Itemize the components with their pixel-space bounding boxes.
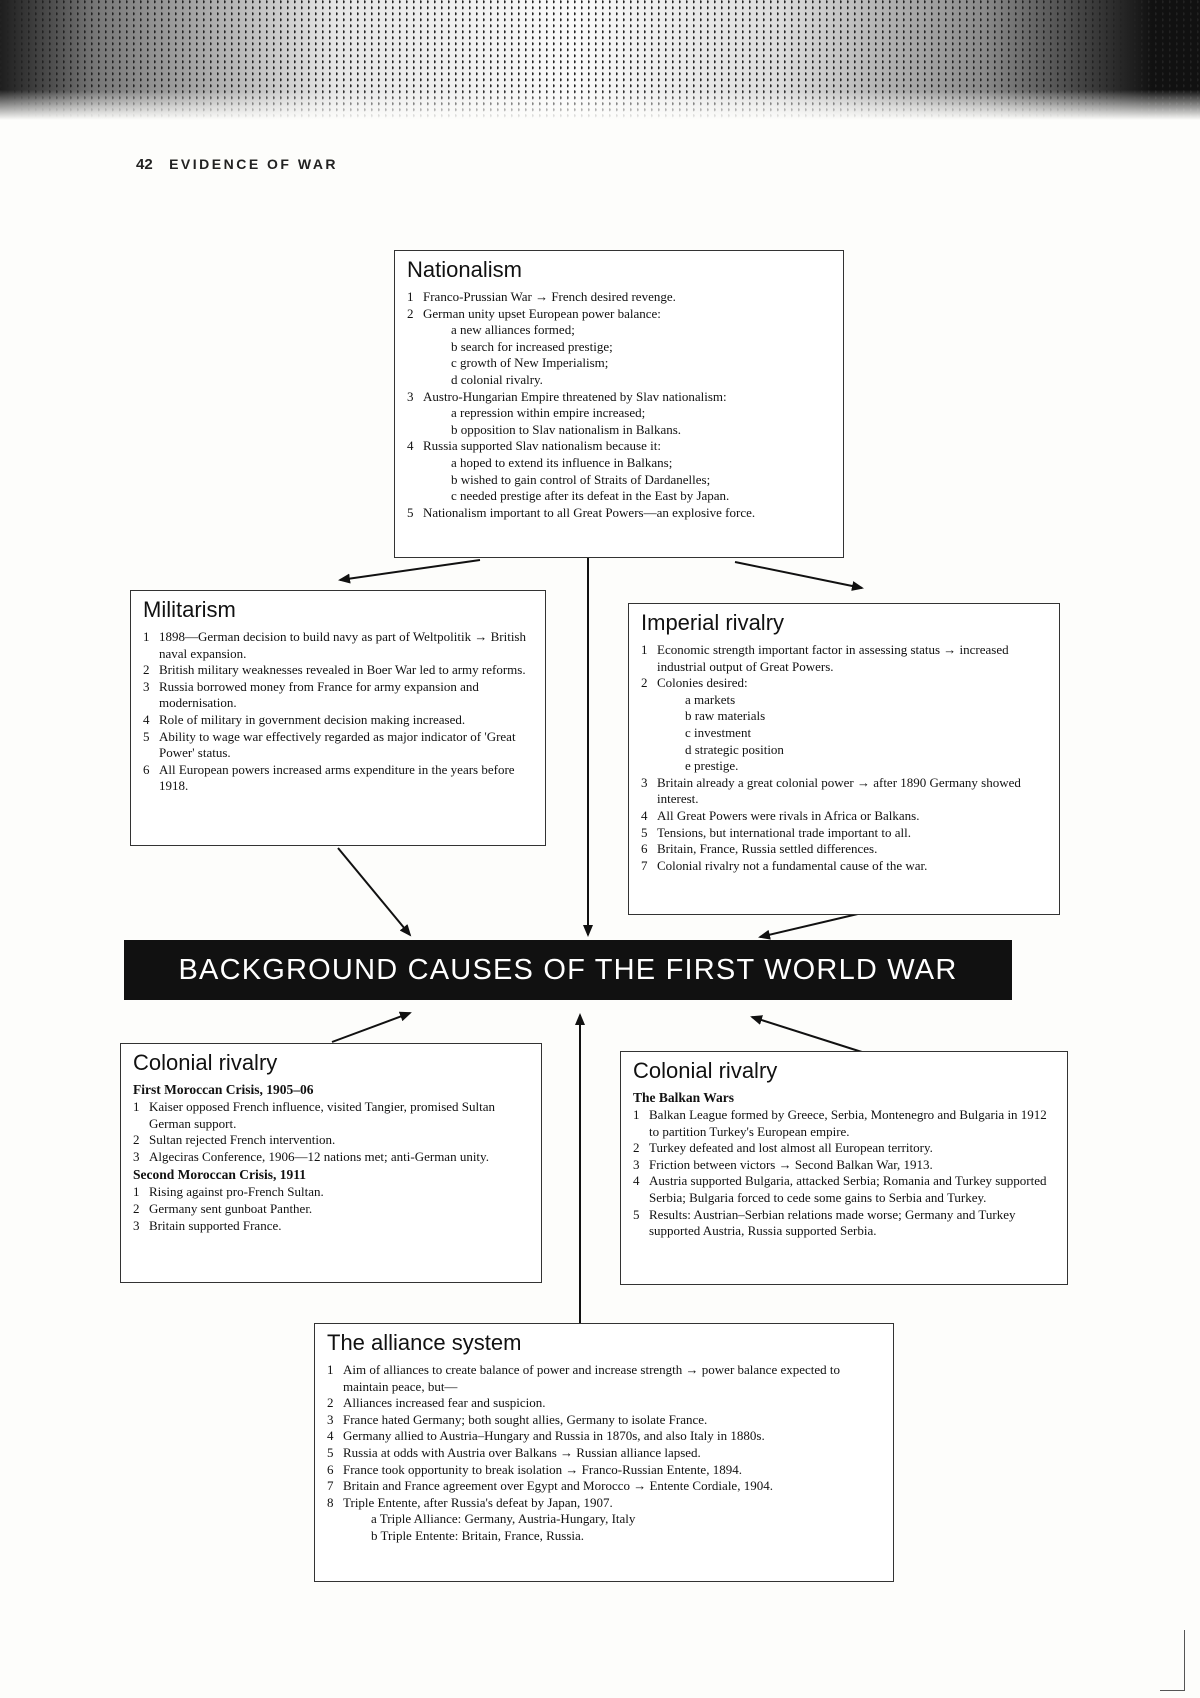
item-text: All Great Powers were rivals in Africa or Balkans. bbox=[657, 807, 920, 823]
list-item bbox=[327, 1412, 883, 1429]
nationalism-title: Nationalism bbox=[407, 257, 522, 282]
item-text: Kaiser opposed French influence, visited Tangier, promised Sultan German support. bbox=[149, 1099, 495, 1131]
item-number: 3 bbox=[143, 678, 150, 694]
section-list bbox=[633, 1107, 1057, 1240]
list-item bbox=[327, 1478, 883, 1495]
militarism-title: Militarism bbox=[143, 597, 236, 622]
sub-list bbox=[423, 405, 833, 438]
item-number: 6 bbox=[641, 841, 648, 857]
item-number: 5 bbox=[407, 504, 414, 520]
sub-list-item: a markets bbox=[685, 691, 736, 707]
arrow-colonial-right-to-banner bbox=[752, 1017, 865, 1053]
sub-list-item: a repression within empire increased; bbox=[451, 405, 646, 421]
list-item bbox=[327, 1428, 883, 1445]
list-item bbox=[407, 389, 833, 439]
item-number: 1 bbox=[641, 642, 648, 657]
item-text: Tensions, but international trade important to all. bbox=[657, 824, 911, 840]
item-text: Austria supported Bulgaria, attacked Serbia; Romania and Turkey supported Serbia; Bulgaria forced to cede some gains to Serbia and Turkey. bbox=[649, 1173, 1047, 1205]
sub-list-item: d colonial rivalry. bbox=[451, 371, 543, 387]
item-text: German unity upset European power balance: bbox=[423, 305, 661, 321]
sub-list-item: c needed prestige after its defeat in the East by Japan. bbox=[451, 488, 730, 504]
colonial-rivalry-balkans-title: Colonial rivalry bbox=[633, 1058, 778, 1083]
list-item bbox=[143, 762, 535, 795]
list-item bbox=[327, 1445, 883, 1462]
sub-list-item: c growth of New Imperialism; bbox=[451, 355, 609, 371]
item-number: 1 bbox=[633, 1107, 640, 1122]
list-item bbox=[133, 1132, 531, 1149]
sub-list-item: b opposition to Slav nationalism in Balkans. bbox=[451, 421, 682, 437]
item-number: 5 bbox=[641, 824, 648, 840]
nationalism-list bbox=[407, 289, 833, 521]
list-item bbox=[633, 1173, 1057, 1206]
item-number: 4 bbox=[407, 438, 414, 454]
section-heading: First Moroccan Crisis, 1905–06 bbox=[133, 1082, 314, 1097]
colonial-rivalry-balkans-box bbox=[620, 1051, 1068, 1285]
sub-list-item: a Triple Alliance: Germany, Austria-Hungary, Italy bbox=[371, 1511, 636, 1527]
list-item bbox=[633, 1140, 1057, 1157]
item-text: British military weaknesses revealed in Boer War led to army reforms. bbox=[159, 662, 526, 678]
list-item bbox=[143, 629, 535, 662]
item-text: Britain already a great colonial power → after 1890 Germany showed interest. bbox=[657, 774, 1021, 807]
section-heading: Second Moroccan Crisis, 1911 bbox=[133, 1167, 306, 1183]
item-number: 2 bbox=[633, 1140, 640, 1156]
arrow-imperial-to-banner bbox=[760, 913, 862, 937]
item-number: 4 bbox=[143, 711, 150, 727]
sub-list-item: b raw materials bbox=[685, 708, 766, 724]
list-item bbox=[133, 1201, 531, 1218]
list-item bbox=[641, 808, 1049, 825]
item-text: Britain, France, Russia settled differences. bbox=[657, 841, 878, 857]
item-number: 3 bbox=[633, 1156, 640, 1172]
list-item bbox=[133, 1149, 531, 1166]
item-text: Role of military in government decision making increased. bbox=[159, 711, 466, 727]
sub-list-item: d strategic position bbox=[685, 741, 784, 757]
list-item bbox=[641, 675, 1049, 775]
list-item bbox=[143, 712, 535, 729]
list-item bbox=[641, 858, 1049, 875]
item-number: 3 bbox=[133, 1217, 140, 1233]
item-text: Triple Entente, after Russia's defeat by Japan, 1907. bbox=[343, 1494, 613, 1510]
book-title: EVIDENCE OF WAR bbox=[169, 156, 339, 172]
item-number: 7 bbox=[327, 1478, 334, 1494]
item-text: Sultan rejected French intervention. bbox=[149, 1132, 336, 1148]
arrow-nationalism-to-imperial bbox=[735, 562, 862, 588]
list-item bbox=[143, 729, 535, 762]
item-text: Nationalism important to all Great Powers—an explosive force. bbox=[423, 504, 756, 520]
alliance-system-title: The alliance system bbox=[327, 1330, 522, 1355]
item-text: Ability to wage war effectively regarded as major indicator of 'Great Power' status. bbox=[159, 728, 516, 761]
nationalism-box bbox=[394, 250, 844, 558]
list-item bbox=[641, 775, 1049, 808]
item-text: Austro-Hungarian Empire threatened by Slav nationalism: bbox=[423, 388, 727, 404]
list-item bbox=[407, 306, 833, 389]
item-text: Germany allied to Austria–Hungary and Russia in 1870s, and also Italy in 1880s. bbox=[343, 1428, 765, 1444]
list-item bbox=[641, 841, 1049, 858]
sub-list-item: a new alliances formed; bbox=[451, 322, 575, 338]
section-list bbox=[133, 1099, 531, 1165]
page-corner-mark bbox=[1160, 1630, 1185, 1691]
item-text: France took opportunity to break isolation → Franco-Russian Entente, 1894. bbox=[343, 1461, 742, 1477]
item-text: Balkan League formed by Greece, Serbia, Montenegro and Bulgaria in 1912 to partition Turkey's European empire. bbox=[649, 1107, 1047, 1139]
colonial-rivalry-balkans-sections bbox=[633, 1090, 1057, 1240]
list-item bbox=[143, 662, 535, 679]
page-number: 42 bbox=[136, 156, 153, 173]
arrow-colonial-left-to-banner bbox=[332, 1013, 410, 1042]
list-item bbox=[133, 1099, 531, 1132]
item-number: 1 bbox=[407, 289, 414, 304]
item-number: 5 bbox=[633, 1206, 640, 1222]
item-text: Colonies desired: bbox=[657, 675, 748, 691]
item-number: 1 bbox=[133, 1099, 140, 1114]
list-item bbox=[133, 1218, 531, 1235]
item-text: Russia supported Slav nationalism because it: bbox=[423, 438, 661, 454]
list-item bbox=[641, 642, 1049, 675]
arrow-nationalism-to-militarism bbox=[340, 560, 480, 580]
colonial-rivalry-morocco-box bbox=[120, 1043, 542, 1283]
colonial-rivalry-morocco-sections bbox=[133, 1082, 531, 1234]
item-number: 5 bbox=[143, 728, 150, 744]
sub-list bbox=[343, 1511, 883, 1544]
list-item bbox=[327, 1395, 883, 1412]
sub-list bbox=[423, 455, 833, 505]
item-text: Britain supported France. bbox=[149, 1217, 282, 1233]
item-number: 1 bbox=[133, 1184, 140, 1200]
colonial-rivalry-morocco-title: Colonial rivalry bbox=[133, 1050, 278, 1075]
item-text: Russia borrowed money from France for army expansion and modernisation. bbox=[159, 678, 479, 711]
item-text: Franco-Prussian War → French desired revenge. bbox=[423, 289, 676, 304]
item-number: 3 bbox=[641, 774, 648, 790]
item-number: 3 bbox=[407, 388, 414, 404]
sub-list-item: b search for increased prestige; bbox=[451, 338, 613, 354]
item-text: Britain and France agreement over Egypt and Morocco → Entente Cordiale, 1904. bbox=[343, 1478, 773, 1494]
list-item bbox=[633, 1207, 1057, 1240]
item-text: Results: Austrian–Serbian relations made worse; Germany and Turkey supported Austria, Russia supported Serbia. bbox=[649, 1206, 1016, 1239]
list-item bbox=[327, 1362, 883, 1395]
sub-list-item: b wished to gain control of Straits of Dardanelles; bbox=[451, 471, 711, 487]
sub-list-item: e prestige. bbox=[685, 758, 739, 774]
list-item bbox=[633, 1107, 1057, 1140]
item-number: 1 bbox=[327, 1362, 334, 1377]
item-text: Economic strength important factor in assessing status → increased industrial output of Great Powers. bbox=[657, 642, 1009, 674]
item-text: Algeciras Conference, 1906—12 nations met; anti-German unity. bbox=[149, 1148, 489, 1164]
item-number: 5 bbox=[327, 1444, 334, 1460]
alliance-system-box bbox=[314, 1323, 894, 1582]
list-item bbox=[407, 438, 833, 504]
section-list bbox=[133, 1184, 531, 1234]
item-number: 3 bbox=[133, 1148, 140, 1164]
imperial-rivalry-box bbox=[628, 603, 1060, 915]
imperial-rivalry-list bbox=[641, 642, 1049, 874]
sub-list-item: a hoped to extend its influence in Balkans; bbox=[451, 454, 673, 470]
item-number: 2 bbox=[143, 662, 150, 678]
list-item bbox=[133, 1184, 531, 1201]
item-text: 1898—German decision to build navy as part of Weltpolitik → British naval expansion. bbox=[159, 629, 526, 661]
list-item bbox=[327, 1495, 883, 1545]
item-number: 2 bbox=[641, 675, 648, 691]
diagram-title-banner: BACKGROUND CAUSES OF THE FIRST WORLD WAR bbox=[124, 940, 1012, 1000]
section-heading: The Balkan Wars bbox=[633, 1090, 735, 1105]
item-number: 2 bbox=[407, 305, 414, 321]
item-text: All European powers increased arms expenditure in the years before 1918. bbox=[159, 761, 515, 794]
item-text: Alliances increased fear and suspicion. bbox=[343, 1395, 546, 1411]
alliance-system-list bbox=[327, 1362, 883, 1545]
item-text: Turkey defeated and lost almost all European territory. bbox=[649, 1140, 933, 1156]
list-item bbox=[407, 289, 833, 306]
list-item bbox=[633, 1157, 1057, 1174]
item-text: Colonial rivalry not a fundamental cause of the war. bbox=[657, 857, 928, 873]
item-number: 6 bbox=[327, 1461, 334, 1477]
item-text: Germany sent gunboat Panther. bbox=[149, 1200, 313, 1216]
item-number: 1 bbox=[143, 629, 150, 644]
list-item bbox=[407, 505, 833, 522]
militarism-list bbox=[143, 629, 535, 795]
sub-list-item: b Triple Entente: Britain, France, Russia. bbox=[371, 1527, 585, 1543]
item-number: 8 bbox=[327, 1494, 334, 1510]
arrow-militarism-to-banner bbox=[338, 848, 410, 935]
item-number: 4 bbox=[633, 1173, 640, 1189]
item-text: France hated Germany; both sought allies, Germany to isolate France. bbox=[343, 1411, 708, 1427]
item-text: Rising against pro-French Sultan. bbox=[149, 1184, 324, 1200]
item-number: 7 bbox=[641, 857, 648, 873]
list-item bbox=[641, 825, 1049, 842]
sub-list bbox=[657, 692, 1049, 775]
item-number: 4 bbox=[641, 807, 648, 823]
list-item bbox=[327, 1462, 883, 1479]
sub-list-item: c investment bbox=[685, 724, 752, 740]
sub-list bbox=[423, 322, 833, 388]
item-number: 3 bbox=[327, 1411, 334, 1427]
item-number: 2 bbox=[133, 1132, 140, 1148]
item-number: 2 bbox=[327, 1395, 334, 1411]
militarism-box bbox=[130, 590, 546, 846]
item-number: 4 bbox=[327, 1428, 334, 1444]
item-text: Aim of alliances to create balance of power and increase strength → power balance expected to maintain peace, but— bbox=[343, 1362, 841, 1394]
item-number: 2 bbox=[133, 1200, 140, 1216]
imperial-rivalry-title: Imperial rivalry bbox=[641, 610, 785, 635]
list-item bbox=[143, 679, 535, 712]
item-text: Russia at odds with Austria over Balkans → Russian alliance lapsed. bbox=[343, 1444, 701, 1460]
item-number: 6 bbox=[143, 761, 150, 777]
item-text: Friction between victors → Second Balkan War, 1913. bbox=[649, 1156, 933, 1172]
